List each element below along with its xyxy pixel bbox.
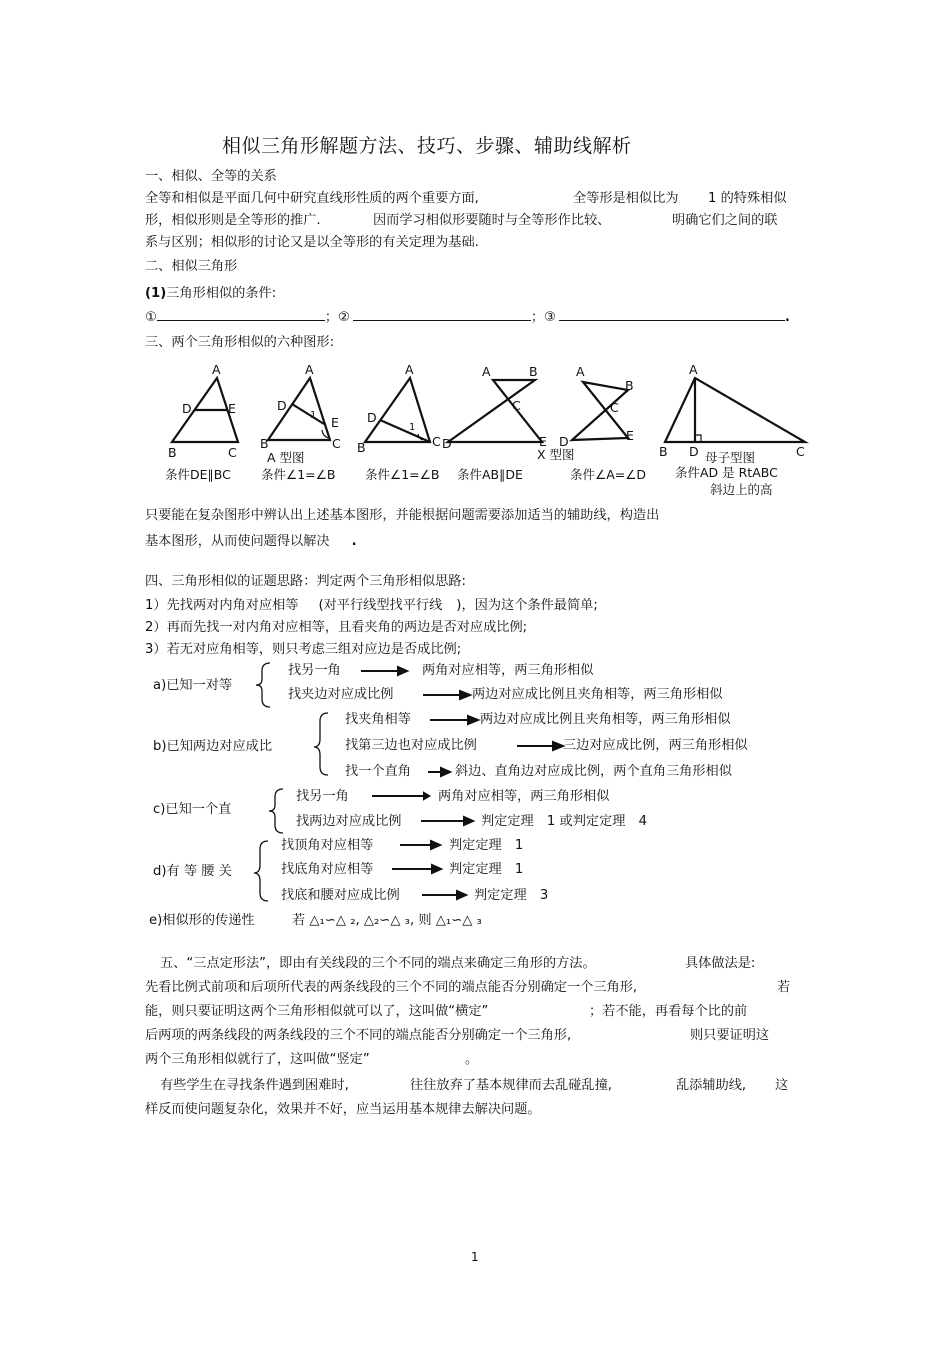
section5-text: 能，则只要证明这两个三角形相似就可以了，这叫做“横定”: [145, 1004, 489, 1019]
svg-text:1: 1: [310, 410, 317, 421]
section1-text: 因而学习相似形要随时与全等形作比较、: [373, 213, 611, 228]
section5-text: 这: [775, 1078, 789, 1093]
caption-cond6b: 斜边上的高: [710, 482, 773, 497]
case-b-item: 找第三边也对应成比例: [345, 738, 477, 753]
section1-text: 1 的特殊相似: [708, 191, 787, 206]
case-c-result: 两角对应相等，两三角形相似: [438, 789, 610, 804]
svg-text:D: D: [367, 410, 377, 425]
svg-text:A: A: [689, 362, 698, 377]
case-b-result: 两边对应成比例且夹角相等，两三角形相似: [480, 712, 731, 727]
step-1: [145, 595, 598, 617]
blank-1[interactable]: [157, 306, 325, 321]
svg-text:E: E: [626, 428, 634, 443]
case-d-item: 找顶角对应相等: [281, 838, 374, 853]
case-d-item: 找底和腰对应成比例: [281, 888, 400, 903]
case-d-result: 判定定理 3: [474, 888, 549, 903]
svg-text:A: A: [482, 364, 491, 379]
svg-text:A: A: [305, 362, 314, 377]
section3-text-end: .: [351, 534, 357, 549]
svg-text:C: C: [796, 444, 805, 459]
case-d-result: 判定定理 1: [449, 862, 524, 877]
caption-x-type: X 型图: [537, 447, 575, 462]
case-b-item: 找夹角相等: [345, 712, 411, 727]
case-c-item: 找另一角: [296, 789, 349, 804]
caption-mz-type: 母子型图: [705, 450, 756, 465]
case-a-item: 找夹边对应成比例: [288, 687, 394, 702]
blank-3[interactable]: [559, 306, 785, 321]
section5-text: 五、“三点定形法”，即由有关线段的三个不同的端点来确定三角形的方法。: [160, 956, 596, 971]
caption-cond4: 条件AB∥DE: [457, 467, 523, 482]
section1-text: 全等形是相似比为: [573, 191, 679, 206]
fig4-x-shape: [448, 380, 542, 442]
arrow-icon: [398, 667, 407, 675]
case-a-item: 找另一角: [288, 663, 341, 678]
svg-text:D: D: [559, 434, 569, 449]
svg-text:B: B: [168, 445, 177, 460]
svg-text:D: D: [182, 401, 192, 416]
case-e-text: 若 △₁∽△ ₂, △₂∽△ ₃, 则 △₁∽△ ₃: [292, 913, 482, 928]
section3-heading: 三、两个三角形相似的六种图形:: [145, 335, 335, 350]
case-a-label: a)已知一对等: [153, 678, 233, 693]
section5-text: ；若不能，再看每个比的前: [589, 1004, 748, 1019]
case-c-label: c)已知一个直: [153, 802, 232, 817]
case-c-result: 判定定理 1 或判定定理 4: [481, 814, 648, 829]
step-1-text: 1）先找两对内角对应相等: [145, 598, 299, 613]
section1-text: 系与区别；相似形的讨论又是以全等形的有关定理为基础.: [145, 235, 479, 250]
section1-text: 全等和相似是平面几何中研究直线形性质的两个重要方面,: [145, 191, 479, 206]
blank-2[interactable]: [353, 306, 531, 321]
arrow-icon: [424, 793, 429, 799]
svg-text:C: C: [512, 398, 521, 413]
section2-heading: 二、相似三角形: [145, 259, 238, 274]
section5-text: 具体做法是:: [685, 956, 756, 971]
case-d-result: 判定定理 1: [449, 838, 524, 853]
svg-text:D: D: [442, 436, 452, 451]
marker-3: ；③: [530, 310, 556, 325]
page-number: 1: [471, 1250, 479, 1264]
brace-b-icon: [314, 713, 328, 775]
svg-text:E: E: [539, 434, 547, 449]
fig5-shape: [572, 382, 628, 440]
section4-heading: 四、三角形相似的证题思路：判定两个三角形相似思路:: [145, 574, 466, 589]
section5-text: 若: [777, 980, 791, 995]
section5-text: 两个三角形相似就行了，这叫做“竖定”: [145, 1052, 370, 1067]
case-b-result: 斜边、直角边对应成比例，两个直角三角形相似: [455, 764, 732, 779]
case-d-label: d)有 等 腰 关: [153, 864, 232, 879]
svg-text:B: B: [260, 436, 269, 451]
section5-text: 。: [465, 1052, 479, 1067]
fig3-cd-line: [380, 420, 430, 442]
svg-text:A: A: [212, 362, 221, 377]
conditions-blanks: [145, 306, 790, 329]
arrow-icon: [553, 742, 563, 750]
svg-text:E: E: [228, 401, 236, 416]
case-a-result: 两角对应相等，两三角形相似: [422, 663, 594, 678]
brace-d-icon: [254, 841, 268, 901]
section5-text: 先看比例式前项和后项所代表的两条线段的三个不同的端点能否分别确定一个三角形,: [145, 980, 638, 995]
section3-text: 只要能在复杂图形中辨认出上述基本图形，并能根据问题需要添加适当的辅助线，构造出: [145, 508, 660, 523]
svg-text:C: C: [228, 445, 237, 460]
case-c-item: 找两边对应成比例: [296, 814, 402, 829]
section5-text: 则只要证明这: [690, 1028, 770, 1043]
caption-cond5: 条件∠A=∠D: [570, 467, 647, 482]
svg-text:E: E: [331, 415, 339, 430]
caption-cond3: 条件∠1=∠B: [365, 467, 440, 482]
arrow-icon: [431, 841, 440, 849]
caption-cond1: 条件DE∥BC: [165, 467, 231, 482]
six-figures-diagram: [160, 360, 820, 500]
section1-text: 明确它们之间的联: [672, 213, 778, 228]
caption-cond2: 条件∠1=∠B: [261, 467, 336, 482]
step-3: 3）若无对应角相等，则只考虑三组对应边是否成比例;: [145, 642, 462, 657]
section2-sub-text: 三角形相似的条件:: [166, 286, 277, 301]
case-b-result: 三边对应成比例，两三角形相似: [563, 738, 748, 753]
section5-text: 往往放弃了基本规律而去乱碰乱撞,: [410, 1078, 613, 1093]
caption-cond6a: 条件AD 是 RtABC: [675, 465, 778, 480]
arrow-icon: [460, 691, 470, 699]
case-e-label: e)相似形的传递性: [149, 913, 255, 928]
svg-text:D: D: [689, 444, 699, 459]
section1-text: 形，相似形则是全等形的推广.: [145, 213, 321, 228]
arrow-icon: [432, 865, 441, 873]
section2-sub-number: (1): [145, 286, 167, 301]
svg-text:B: B: [625, 378, 634, 393]
marker-2: ；②: [324, 310, 350, 325]
svg-text:1: 1: [409, 422, 416, 433]
section2-subheading: [145, 283, 276, 305]
step-1-rest: )，因为这个条件最简单;: [456, 598, 598, 613]
blank-end: .: [784, 310, 790, 325]
case-b-label: b)已知两边对应成比: [153, 739, 273, 754]
svg-text:B: B: [357, 440, 366, 455]
svg-text:D: D: [277, 398, 287, 413]
case-d-item: 找底角对应相等: [281, 862, 374, 877]
section5-text: 后两项的两条线段的两条线段的三个不同的端点能否分别确定一个三角形,: [145, 1028, 572, 1043]
marker-1: ①: [145, 310, 157, 325]
case-a-result: 两边对应成比例且夹角相等，两三角形相似: [472, 687, 723, 702]
arrow-icon: [468, 716, 478, 724]
section5-text: 乱添辅助线,: [676, 1078, 747, 1093]
arrow-icon: [457, 891, 466, 899]
svg-text:C: C: [332, 436, 341, 451]
page-title: 相似三角形解题方法、技巧、步骤、辅助线解析: [222, 135, 632, 157]
case-b-item: 找一个直角: [345, 764, 411, 779]
step-1-paren: (对平行线型找平行线: [318, 598, 443, 613]
arrow-icon: [441, 768, 450, 776]
svg-text:C: C: [610, 400, 619, 415]
step-2: 2）再而先找一对内角对应相等，且看夹角的两边是否对应成比例;: [145, 620, 528, 635]
section5-text: 有些学生在寻找条件遇到困难时,: [160, 1078, 349, 1093]
svg-text:C: C: [432, 434, 441, 449]
arrow-icon: [464, 817, 473, 825]
svg-text:A: A: [405, 362, 414, 377]
section1-heading: 一、相似、全等的关系: [145, 169, 277, 184]
svg-text:A: A: [576, 364, 585, 379]
fig6-triangle: [665, 378, 805, 442]
section5-text: 样反而使问题复杂化，效果并不好，应当运用基本规律去解决问题。: [145, 1102, 541, 1117]
section3-text-line: 基本图形，从而使问题得以解决: [145, 534, 330, 549]
svg-text:B: B: [529, 364, 538, 379]
section3-text: [145, 531, 357, 553]
caption-a-type: A 型图: [267, 450, 305, 465]
svg-text:B: B: [659, 444, 668, 459]
brace-a-icon: [256, 663, 270, 707]
brace-c-icon: [269, 789, 283, 833]
